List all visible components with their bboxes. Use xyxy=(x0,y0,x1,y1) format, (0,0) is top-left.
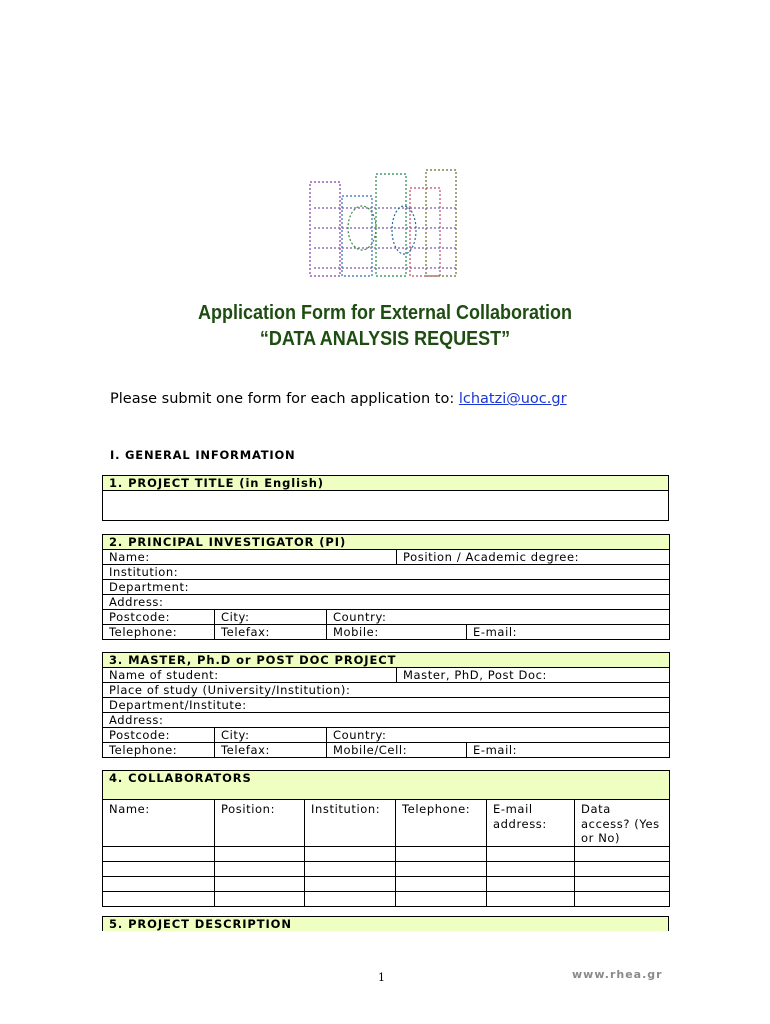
pi-department-field[interactable]: Department: xyxy=(103,580,670,595)
footer-website: www.rhea.gr xyxy=(572,968,663,981)
collaborator-cell[interactable] xyxy=(215,846,305,861)
project-title-table xyxy=(102,475,669,521)
master-address-field[interactable]: Address: xyxy=(103,713,670,728)
collaborator-row xyxy=(103,876,670,891)
pi-address-field[interactable]: Address: xyxy=(103,595,670,610)
collaborator-cell[interactable] xyxy=(487,891,575,906)
pi-header: 2. PRINCIPAL INVESTIGATOR (PI) xyxy=(103,535,670,550)
student-name-field[interactable]: Name of student: xyxy=(103,668,397,683)
pi-city-field[interactable]: City: xyxy=(215,610,327,625)
collaborator-cell[interactable] xyxy=(215,891,305,906)
project-title-header: 1. PROJECT TITLE (in English) xyxy=(103,476,669,491)
collaborator-cell[interactable] xyxy=(305,861,396,876)
collaborators-table xyxy=(102,770,670,907)
study-level-field[interactable]: Master, PhD, Post Doc: xyxy=(397,668,670,683)
pi-telefax-field[interactable]: Telefax: xyxy=(215,625,327,640)
page-number: 1 xyxy=(378,971,385,984)
col-name: Name: xyxy=(103,800,215,847)
collaborator-cell[interactable] xyxy=(487,876,575,891)
submit-text: Please submit one form for each application to: xyxy=(110,391,455,407)
collaborator-cell[interactable] xyxy=(305,891,396,906)
collaborator-row xyxy=(103,846,670,861)
pi-postcode-field[interactable]: Postcode: xyxy=(103,610,215,625)
master-city-field[interactable]: City: xyxy=(215,728,327,743)
collaborators-header: 4. COLLABORATORS xyxy=(103,771,670,800)
collaborator-cell[interactable] xyxy=(396,876,487,891)
pi-position-field[interactable]: Position / Academic degree: xyxy=(397,550,670,565)
place-of-study-field[interactable]: Place of study (University/Institution): xyxy=(103,683,670,698)
master-email-field[interactable]: E-mail: xyxy=(467,743,670,758)
collaborator-cell[interactable] xyxy=(103,891,215,906)
pi-email-field[interactable]: E-mail: xyxy=(467,625,670,640)
form-subtitle: “DATA ANALYSIS REQUEST” xyxy=(259,328,511,350)
master-postcode-field[interactable]: Postcode: xyxy=(103,728,215,743)
collaborator-cell[interactable] xyxy=(396,891,487,906)
collaborator-cell[interactable] xyxy=(396,846,487,861)
col-telephone: Telephone: xyxy=(396,800,487,847)
collaborator-cell[interactable] xyxy=(575,891,670,906)
collaborator-row xyxy=(103,861,670,876)
section-general-information: I. GENERAL INFORMATION xyxy=(110,448,296,462)
email-link[interactable]: lchatzi@uoc.gr xyxy=(458,391,567,407)
col-data-access: Data access? (Yes or No) xyxy=(575,800,670,847)
collaborator-cell[interactable] xyxy=(103,876,215,891)
submit-instructions xyxy=(110,391,567,407)
collaborator-cell[interactable] xyxy=(103,846,215,861)
pi-table xyxy=(102,534,670,640)
col-position: Position: xyxy=(215,800,305,847)
col-institution: Institution: xyxy=(305,800,396,847)
master-table xyxy=(102,652,670,758)
collaborator-cell[interactable] xyxy=(575,861,670,876)
pi-country-field[interactable]: Country: xyxy=(327,610,670,625)
collaborator-cell[interactable] xyxy=(487,861,575,876)
master-department-field[interactable]: Department/Institute: xyxy=(103,698,670,713)
master-country-field[interactable]: Country: xyxy=(327,728,670,743)
project-title-field[interactable] xyxy=(103,491,669,521)
collaborator-row xyxy=(103,891,670,906)
master-telephone-field[interactable]: Telephone: xyxy=(103,743,215,758)
description-header: 5. PROJECT DESCRIPTION xyxy=(103,917,669,932)
col-email: E-mail address: xyxy=(487,800,575,847)
collaborator-cell[interactable] xyxy=(487,846,575,861)
collaborator-cell[interactable] xyxy=(575,846,670,861)
collaborator-cell[interactable] xyxy=(215,861,305,876)
master-mobile-field[interactable]: Mobile/Cell: xyxy=(327,743,467,758)
collaborator-cell[interactable] xyxy=(215,876,305,891)
pi-institution-field[interactable]: Institution: xyxy=(103,565,670,580)
pi-name-field[interactable]: Name: xyxy=(103,550,397,565)
master-header: 3. MASTER, Ph.D or POST DOC PROJECT xyxy=(103,653,670,668)
collaborator-cell[interactable] xyxy=(575,876,670,891)
collaborator-cell[interactable] xyxy=(396,861,487,876)
rhea-logo-icon xyxy=(306,168,462,280)
form-title: Application Form for External Collaboration xyxy=(197,302,573,324)
collaborator-cell[interactable] xyxy=(103,861,215,876)
collaborator-cell[interactable] xyxy=(305,876,396,891)
collaborator-cell[interactable] xyxy=(305,846,396,861)
master-telefax-field[interactable]: Telefax: xyxy=(215,743,327,758)
pi-telephone-field[interactable]: Telephone: xyxy=(103,625,215,640)
description-table xyxy=(102,916,669,931)
pi-mobile-field[interactable]: Mobile: xyxy=(327,625,467,640)
